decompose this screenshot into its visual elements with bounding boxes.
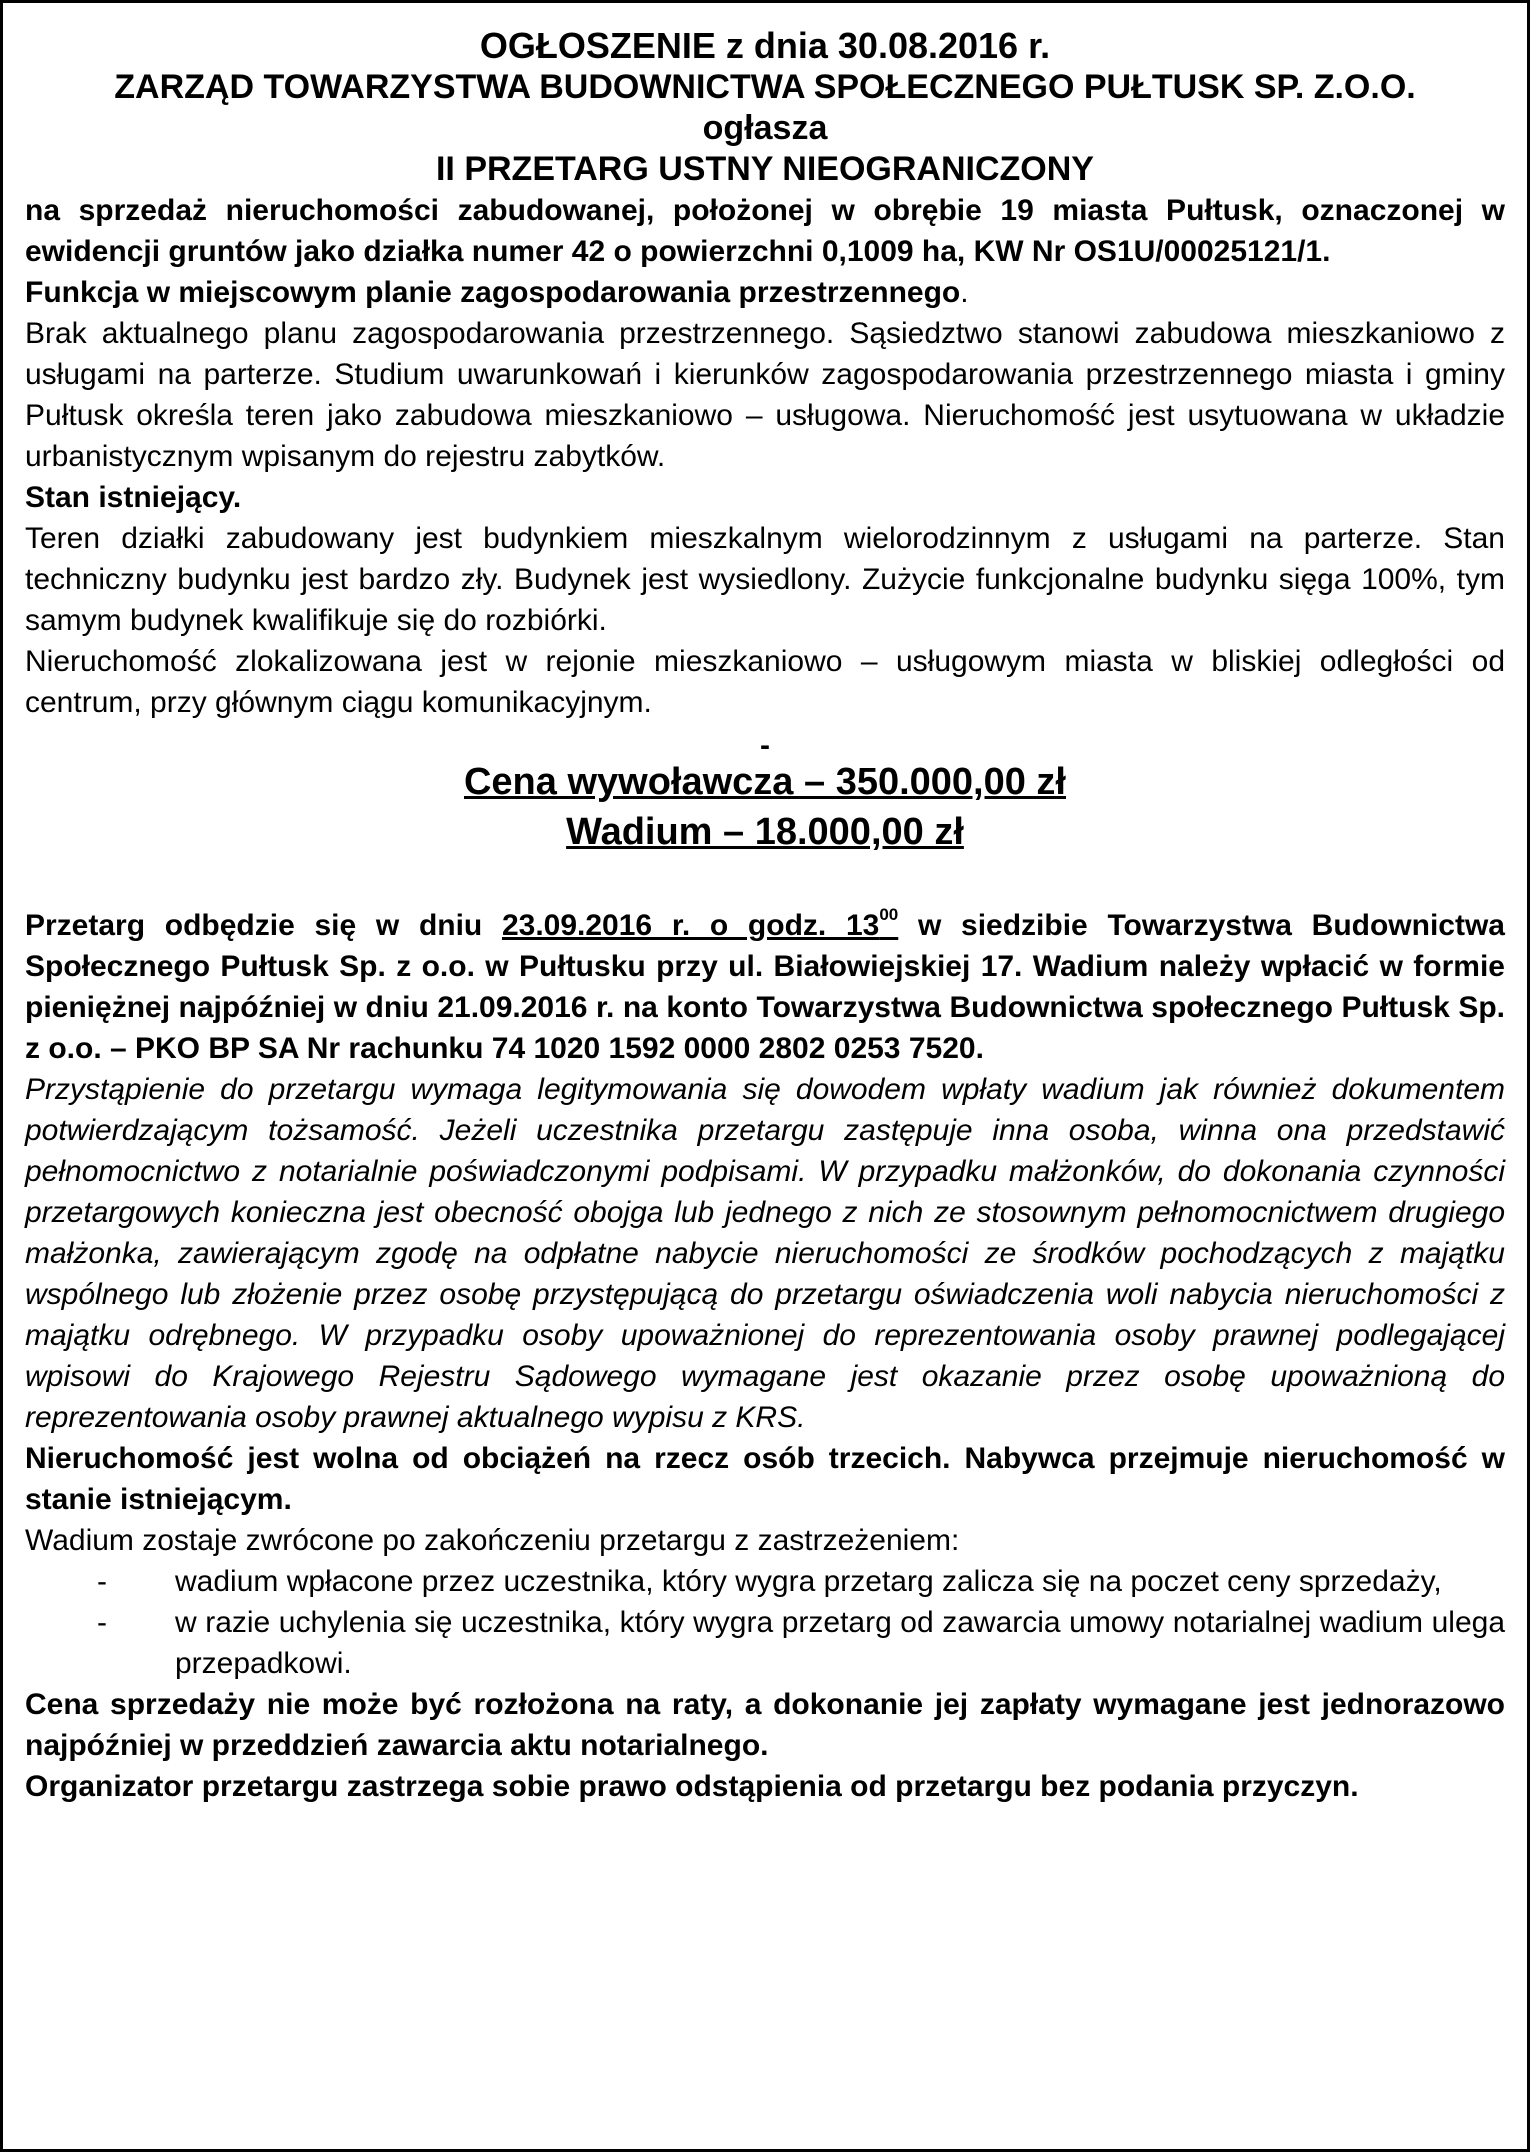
state-text-1: Teren działki zabudowany jest budynkiem mieszkalnym wielorodzinnym z usługami na parterze. Stan techniczny budynku jest bardzo zły. Budynek jest wysiedlony. Zużycie funkcjonalne budynku sięga 100%, tym samym budynek kwalifikuje się do rozbiórki. bbox=[25, 522, 1505, 637]
state-text-2: Nieruchomość zlokalizowana jest w rejonie mieszkaniowo – usługowym miasta w bliskiej odległości od centrum, przy głównym ciągu komunikacyjnym. bbox=[25, 645, 1505, 719]
tender-type-heading: II PRZETARG USTNY NIEOGRANICZONY bbox=[435, 150, 1094, 188]
state-heading: Stan istniejący. bbox=[25, 481, 242, 514]
deposit-return-list bbox=[25, 1561, 1505, 1684]
spacer bbox=[25, 857, 1505, 905]
auction-date-intro: Przetarg odbędzie się w dniu bbox=[25, 909, 502, 942]
auction-date-link bbox=[501, 905, 899, 942]
list-item-text: wadium wpłacone przez uczestnika, który wygra przetarg zalicza się na poczet ceny sprzedaży, bbox=[175, 1565, 1442, 1598]
list-item bbox=[25, 1602, 1505, 1684]
auction-details bbox=[25, 905, 1505, 1069]
auction-time-minutes: 00 bbox=[879, 905, 899, 924]
list-marker: - bbox=[97, 1606, 107, 1639]
withdrawal-clause: Organizator przetargu zastrzega sobie prawo odstąpienia od przetargu bez podania przyczyn. bbox=[25, 1770, 1359, 1803]
auction-location-and-account: w siedzibie Towarzystwa Budownictwa Społecznego Pułtusk Sp. z o.o. w Pułtusku przy ul. Białowiejskiej 17. Wadium należy wpłacić w formie pieniężnej najpóźniej w dniu 21.09.2016 r. na konto Towarzystwa Budownictwa społecznego Pułtusk Sp. z o.o. – PKO BP SA Nr rachunku 74 1020 1592 0000 2802 0253 7520. bbox=[25, 909, 1505, 1065]
function-heading-dot: . bbox=[960, 276, 969, 309]
function-heading: Funkcja w miejscowym planie zagospodarowania przestrzennego bbox=[25, 276, 961, 309]
participation-requirements: Przystąpienie do przetargu wymaga legitymowania się dowodem wpłaty wadium jak również dokumentem potwierdzającym tożsamość. Jeżeli uczestnika przetargu zastępuje inna osoba, winna ona przedstawić pełnomocnictwo z notarialnie poświadczonymi podpisami. W przypadku małżonków, do dokonania czynności przetargowych konieczna jest obecność obojga lub jednego z nich ze stosownym pełnomocnictwem drugiego małżonka, zawierającym zgodę na odpłatne nabycie nieruchomości ze środków pochodzących z majątku wspólnego lub złożenie przez osobę przystępującą do przetargu oświadczenia woli nabycia nieruchomości z majątku odrębnego. W przypadku osoby upoważnionej do reprezentowania osoby prawnej podlegającej wpisowi do Krajowego Rejestru Sądowego wymagane jest okazanie przez osobę upoważnioną do reprezentowania osoby prawnej aktualnego wypisu z KRS. bbox=[25, 1073, 1505, 1434]
deposit-amount: Wadium – 18.000,00 zł bbox=[566, 811, 964, 853]
starting-price: Cena wywoławcza – 350.000,00 zł bbox=[463, 761, 1066, 803]
list-item-text: w razie uchylenia się uczestnika, który wygra przetarg od zawarcia umowy notarialnej wadium ulega przepadkowi. bbox=[175, 1606, 1505, 1680]
board-heading: ZARZĄD TOWARZYSTWA BUDOWNICTWA SPOŁECZNEGO PUŁTUSK SP. Z.O.O. bbox=[114, 68, 1416, 106]
announcement-title: OGŁOSZENIE z dnia 30.08.2016 r. bbox=[479, 25, 1051, 66]
property-description: na sprzedaż nieruchomości zabudowanej, położonej w obrębie 19 miasta Pułtusk, oznaczonej w ewidencji gruntów jako działka numer 42 o powierzchni 0,1009 ha, KW Nr OS1U/00025121/1. bbox=[25, 194, 1505, 268]
list-marker: - bbox=[97, 1565, 107, 1598]
announces-heading: ogłasza bbox=[702, 109, 828, 147]
function-heading-line bbox=[25, 272, 1505, 313]
separator-dash: - bbox=[760, 729, 770, 762]
function-text: Brak aktualnego planu zagospodarowania przestrzennego. Sąsiedztwo stanowi zabudowa mieszkaniowo z usługami na parterze. Studium uwarunkowań i kierunków zagospodarowania przestrzennego miasta i gminy Pułtusk określa teren jako zabudowa mieszkaniowo – usługowa. Nieruchomość jest usytuowana w układzie urbanistycznym wpisanym do rejestru zabytków. bbox=[25, 317, 1505, 473]
payment-terms: Cena sprzedaży nie może być rozłożona na raty, a dokonanie jej zapłaty wymagane jest jednorazowo najpóźniej w przeddzień zawarcia aktu notarialnego. bbox=[25, 1688, 1505, 1762]
auction-date: 23.09.2016 r. o godz. 13 bbox=[501, 909, 880, 942]
deposit-return-intro: Wadium zostaje zwrócone po zakończeniu przetargu z zastrzeżeniem: bbox=[25, 1524, 960, 1557]
list-item bbox=[25, 1561, 1505, 1602]
encumbrance-statement: Nieruchomość jest wolna od obciążeń na rzecz osób trzecich. Nabywca przejmuje nieruchomość w stanie istniejącym. bbox=[25, 1442, 1505, 1516]
